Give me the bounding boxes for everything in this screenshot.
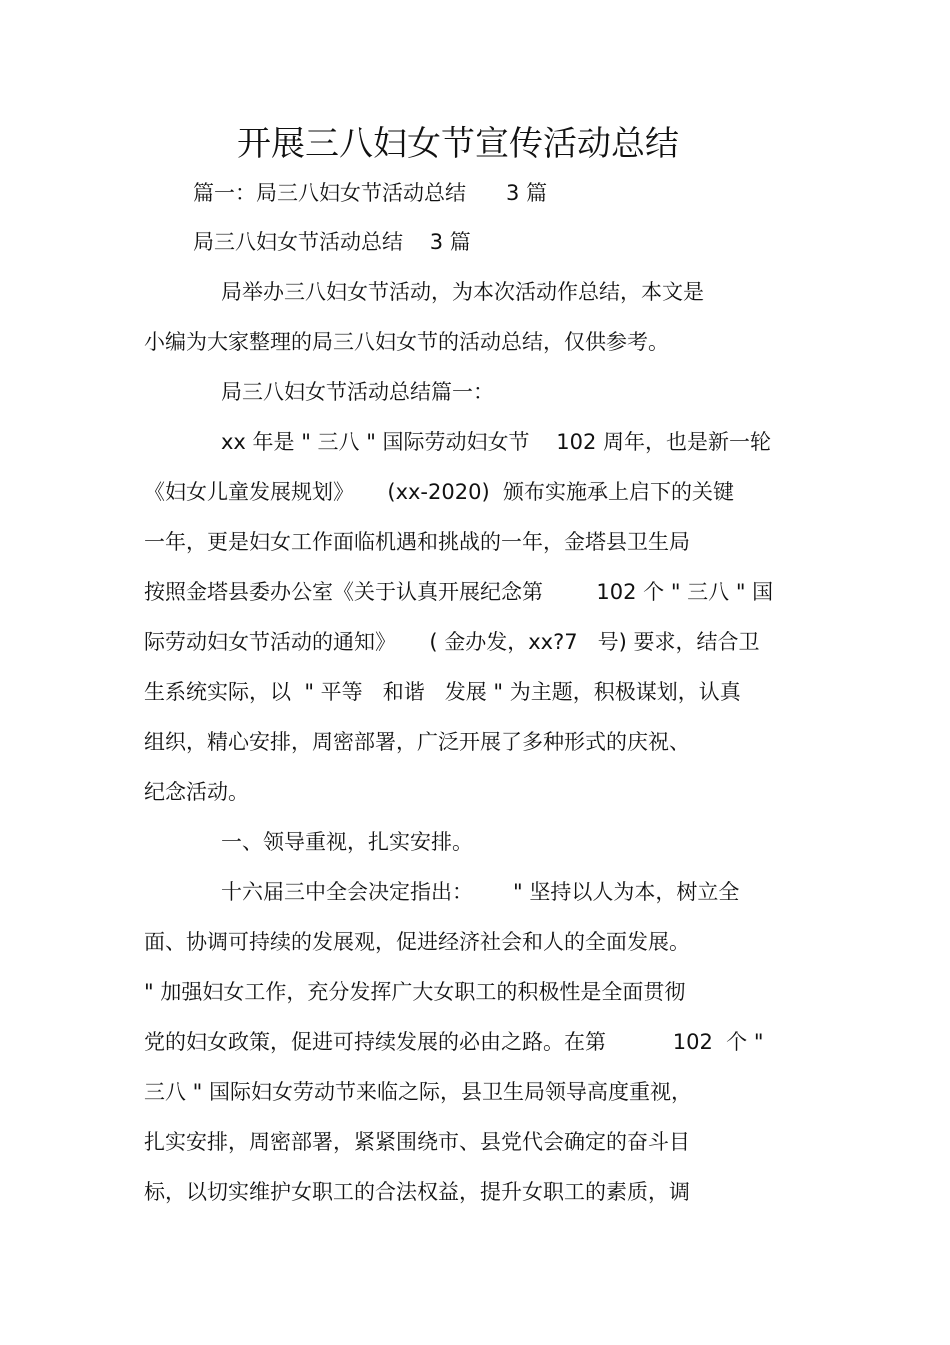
- paragraph-line: 按照金塔县委办公室《关于认真开展纪念第 102 个 " 三八 " 国: [144, 580, 774, 604]
- paragraph-line: 三八 " 国际妇女劳动节来临之际，县卫生局领导高度重视，: [144, 1080, 693, 1104]
- paragraph-line: 生系统实际，以 " 平等 和谐 发展 " 为主题，积极谋划，认真: [144, 680, 741, 704]
- paragraph-line: 局举办三八妇女节活动，为本次活动作总结，本文是: [221, 280, 704, 304]
- paragraph-line: " 加强妇女工作，充分发挥广大女职工的积极性是全面贯彻: [144, 980, 686, 1004]
- paragraph-line: 小编为大家整理的局三八妇女节的活动总结，仅供参考。: [144, 330, 669, 354]
- document-title: 开展三八妇女节宣传活动总结: [237, 124, 679, 164]
- paragraph-line: 组织，精心安排，周密部署，广泛开展了多种形式的庆祝、: [144, 730, 690, 754]
- paragraph-line: 际劳动妇女节活动的通知》 ( 金办发，xx?7 号) 要求，结合卫: [144, 630, 760, 654]
- subheading: 局三八妇女节活动总结 3 篇: [193, 230, 471, 254]
- section-heading: 局三八妇女节活动总结篇一：: [221, 380, 494, 404]
- section-heading: 一、领导重视，扎实安排。: [221, 830, 473, 854]
- paragraph-line: 十六届三中全会决定指出： " 坚持以人为本，树立全: [221, 880, 740, 904]
- paragraph-line: 一年，更是妇女工作面临机遇和挑战的一年，金塔县卫生局: [144, 530, 690, 554]
- paragraph-line: 面、协调可持续的发展观，促进经济社会和人的全面发展。: [144, 930, 690, 954]
- paragraph-line: 《妇女儿童发展规划》 (xx-2020) 颁布实施承上启下的关键: [144, 480, 734, 504]
- paragraph-line: 纪念活动。: [144, 780, 249, 804]
- paragraph-line: xx 年是 " 三八 " 国际劳动妇女节 102 周年，也是新一轮: [221, 430, 772, 454]
- paragraph-line: 标，以切实维护女职工的合法权益，提升女职工的素质，调: [144, 1180, 690, 1204]
- paragraph-line: 党的妇女政策，促进可持续发展的必由之路。在第 102 个 ": [144, 1030, 764, 1054]
- section-heading: 篇一：局三八妇女节活动总结 3 篇: [193, 181, 548, 205]
- paragraph-line: 扎实安排，周密部署，紧紧围绕市、县党代会确定的奋斗目: [144, 1130, 690, 1154]
